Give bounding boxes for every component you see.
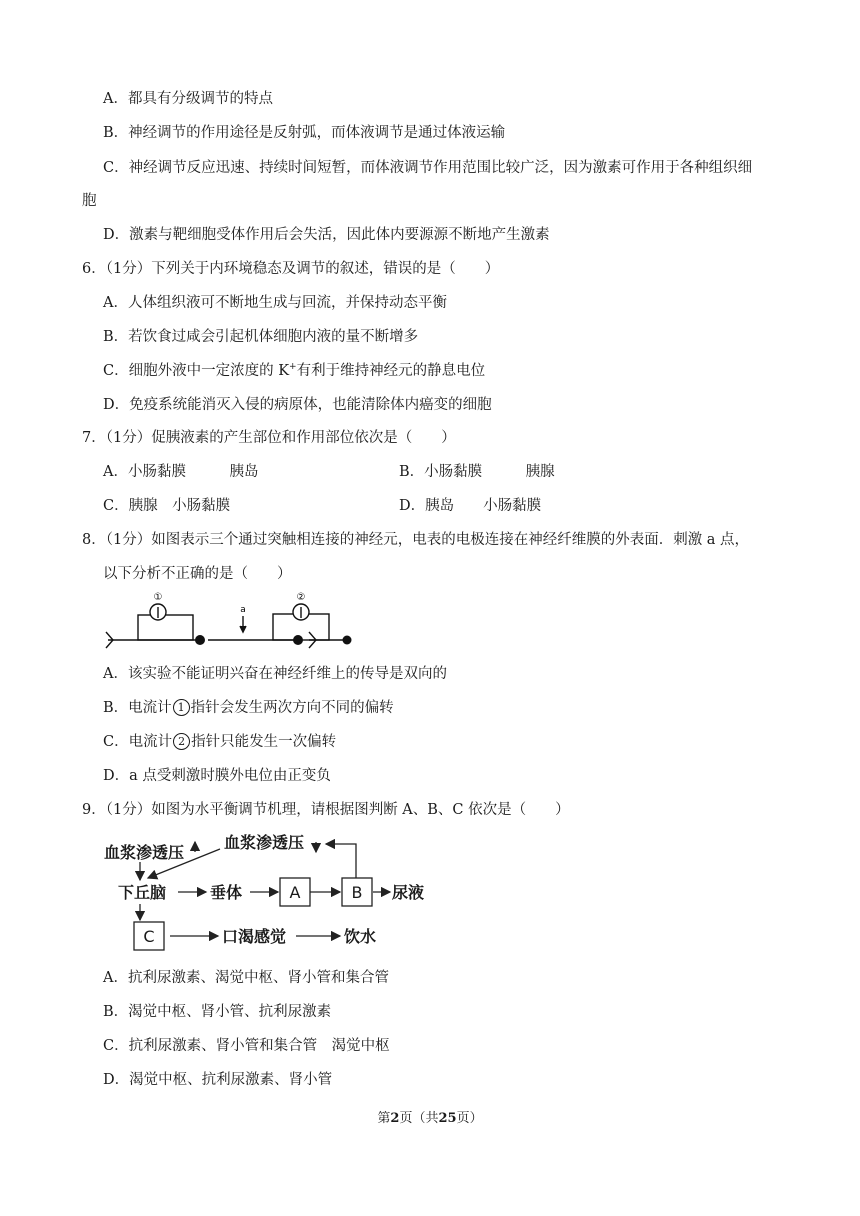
q9-option-b: B．渴觉中枢、肾小管、抗利尿激素 xyxy=(103,1004,332,1020)
hypothalamus-label: 下丘脑 xyxy=(118,883,167,902)
q7-option-a: A．小肠黏膜 胰岛 xyxy=(103,464,259,480)
synapse-1 xyxy=(195,635,205,645)
pituitary-label: 垂体 xyxy=(210,883,243,902)
page-number: 2 xyxy=(390,1111,400,1126)
q9-option-c: C．抗利尿激素、肾小管和集合管 渴觉中枢 xyxy=(103,1038,390,1054)
footer-middle: 页（共 xyxy=(399,1111,439,1126)
page-footer xyxy=(0,1110,860,1128)
q5-option-b: B．神经调节的作用途径是反射弧，而体液调节是通过体液运输 xyxy=(103,125,506,141)
q8-stem-line1: 8．（1分）如图表示三个通过突触相连接的神经元，电表的电极连接在神经纤维膜的外表面．刺激 a 点， xyxy=(82,532,750,548)
q5-option-c-line1: C．神经调节反应迅速、持续时间短暂，而体液调节作用范围比较广泛，因为激素可作用于各种组织细 xyxy=(103,160,753,176)
synapse-2 xyxy=(293,635,303,645)
meter-2-label: ② xyxy=(296,592,306,603)
q7-option-b: B．小肠黏膜 胰腺 xyxy=(399,464,555,480)
drink-water-label: 饮水 xyxy=(344,927,377,946)
q6-stem: 6．（1分）下列关于内环境稳态及调节的叙述，错误的是（ ） xyxy=(82,261,500,277)
q9-option-a: A．抗利尿激素、渴觉中枢、肾小管和集合管 xyxy=(103,970,389,986)
box-b-label: B xyxy=(351,883,363,902)
q8-option-c-text-tail: 指针只能发生一次偏转 xyxy=(191,734,337,750)
q5-option-d: D．激素与靶细胞受体作用后会失活，因此体内要源源不断地产生激素 xyxy=(103,227,550,243)
plasma-osmotic-pressure-down: 血浆渗透压 xyxy=(224,833,305,852)
point-a-label: a xyxy=(240,605,246,615)
plasma-osmotic-pressure-up: 血浆渗透压 xyxy=(104,843,185,862)
water-balance-diagram xyxy=(100,832,440,952)
footer-prefix: 第 xyxy=(377,1111,391,1126)
potassium-superscript: + xyxy=(289,362,297,373)
q8-option-b-text: B．电流计 xyxy=(103,700,172,716)
footer-suffix: 页） xyxy=(456,1111,483,1126)
q8-option-c-text: C．电流计 xyxy=(103,734,173,750)
q8-option-c xyxy=(103,732,336,752)
meter-1-circuit xyxy=(138,615,193,640)
circled-two: 2 xyxy=(173,733,190,750)
q6-option-c-text: C．细胞外液中一定浓度的 K xyxy=(103,363,290,379)
box-a-label: A xyxy=(289,883,301,902)
box-c-label: C xyxy=(143,927,155,946)
circled-one: 1 xyxy=(173,699,190,716)
q5-option-a: A．都具有分级调节的特点 xyxy=(103,91,273,107)
q8-option-b xyxy=(103,698,394,718)
neuron-diagram xyxy=(100,590,365,652)
q8-option-a: A．该实验不能证明兴奋在神经纤维上的传导是双向的 xyxy=(103,666,447,682)
q5-option-c-line2: 胞 xyxy=(82,193,97,209)
q6-option-c xyxy=(103,361,485,381)
q7-stem: 7．（1分）促胰液素的产生部位和作用部位依次是（ ） xyxy=(82,430,456,446)
q9-option-d: D．渴觉中枢、抗利尿激素、肾小管 xyxy=(103,1072,333,1088)
q7-option-c: C．胰腺 小肠黏膜 xyxy=(103,498,231,514)
q6-option-b: B．若饮食过咸会引起机体细胞内液的量不断增多 xyxy=(103,329,419,345)
meter-1-label: ① xyxy=(153,592,163,603)
q6-option-c-text-tail: 有利于维持神经元的静息电位 xyxy=(296,363,486,379)
thirst-label: 口渴感觉 xyxy=(222,927,287,946)
axon-terminal xyxy=(343,636,352,645)
q9-stem: 9．（1分）如图为水平衡调节机理，请根据图判断 A、B、C 依次是（ ） xyxy=(82,802,570,818)
q6-option-a: A．人体组织液可不断地生成与回流，并保持动态平衡 xyxy=(103,295,447,311)
urine-label: 尿液 xyxy=(392,883,425,902)
q8-option-b-text-tail: 指针会发生两次方向不同的偏转 xyxy=(190,700,394,716)
q8-option-d: D．a 点受刺激时膜外电位由正变负 xyxy=(103,768,331,784)
total-pages: 25 xyxy=(438,1111,457,1126)
q8-stem-line2: 以下分析不正确的是（ ） xyxy=(103,566,292,582)
q7-option-d: D．胰岛 小肠黏膜 xyxy=(399,498,542,514)
q6-option-d: D．免疫系统能消灭入侵的病原体，也能清除体内癌变的细胞 xyxy=(103,397,492,413)
